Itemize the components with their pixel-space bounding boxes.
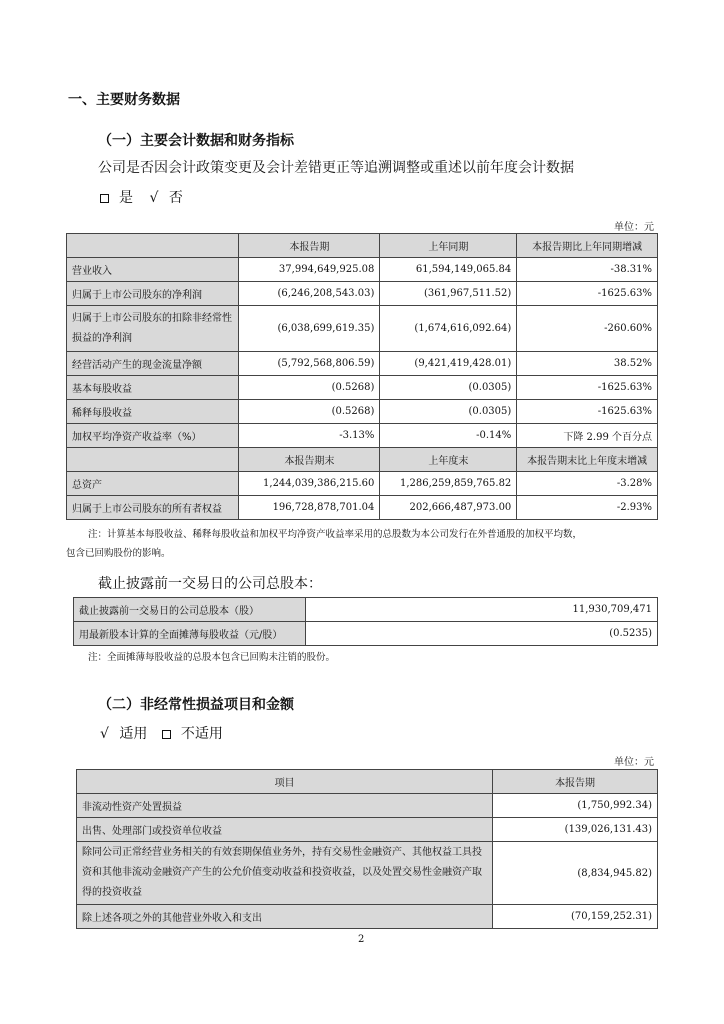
table-cell: (5,792,568,806.59) <box>239 352 380 376</box>
header-empty <box>67 234 239 258</box>
table-cell: -1625.63% <box>517 400 658 424</box>
table-cell: 下降 2.99 个百分点 <box>517 424 658 448</box>
row-label: 截止披露前一交易日的公司总股本（股） <box>74 598 306 622</box>
table-header: 本报告期 <box>493 770 658 794</box>
table-cell: -1625.63% <box>517 376 658 400</box>
table-row <box>77 794 658 818</box>
unit-label-2: 单位：元 <box>614 757 654 768</box>
table-row <box>67 282 658 306</box>
option-apply: 适用 <box>119 726 148 742</box>
option-yes: 是 <box>119 190 133 206</box>
table-cell: 1,244,039,386,215.60 <box>239 472 380 496</box>
table-row <box>77 818 658 842</box>
table-cell: (0.5268) <box>239 400 380 424</box>
option-not-apply: 不适用 <box>180 726 223 742</box>
table-cell: (6,246,208,543.03) <box>239 282 380 306</box>
table-header: 本报告期 <box>239 234 380 258</box>
section-title: 一、主要财务数据 <box>68 92 180 108</box>
table-cell: -260.60% <box>517 306 658 352</box>
page-number: 2 <box>358 934 365 945</box>
row-label: 归属于上市公司股东的净利润 <box>67 282 239 306</box>
table-cell: -0.14% <box>380 424 517 448</box>
table-header: 本报告期末 <box>239 448 380 472</box>
table-cell: -3.28% <box>517 472 658 496</box>
non-recurring-table <box>76 769 658 929</box>
table-note-line2: 包含已回购股份的影响。 <box>66 548 171 559</box>
table-cell: 1,286,259,859,765.82 <box>380 472 517 496</box>
row-label: 加权平均净资产收益率（%） <box>67 424 239 448</box>
table-header: 项目 <box>77 770 493 794</box>
table-cell: -1625.63% <box>517 282 658 306</box>
table-row <box>67 376 658 400</box>
table-cell: (0.5235) <box>305 622 657 646</box>
table-cell: -2.93% <box>517 496 658 520</box>
restatement-question: 公司是否因会计政策变更及会计差错更正等追溯调整或重述以前年度会计数据 <box>98 160 574 176</box>
check-mark-icon: √ <box>100 726 109 742</box>
row-label: 稀释每股收益 <box>67 400 239 424</box>
table-cell: (1,750,992.34) <box>493 794 658 818</box>
row-label: 总资产 <box>67 472 239 496</box>
table-row <box>67 258 658 282</box>
restatement-options <box>100 187 183 207</box>
option-no: 否 <box>168 190 183 206</box>
table-header: 本报告期比上年同期增减 <box>517 234 658 258</box>
row-label: 经营活动产生的现金流量净额 <box>67 352 239 376</box>
table-cell: (70,159,252.31) <box>493 905 658 929</box>
shares-table <box>73 597 658 646</box>
shares-note: 注：全面摊薄每股收益的总股本包含已回购未注销的股份。 <box>88 652 336 663</box>
table-cell: -38.31% <box>517 258 658 282</box>
row-label: 营业收入 <box>67 258 239 282</box>
subsection-title-1: （一）主要会计数据和财务指标 <box>98 133 294 149</box>
table-note-line1: 注：计算基本每股收益、稀释每股收益和加权平均净资产收益率采用的总股数为本公司发行在外普通股的加权平均数， <box>88 529 583 540</box>
table-cell: (139,026,131.43) <box>493 818 658 842</box>
table-row <box>74 622 658 646</box>
applicability-options <box>100 723 223 743</box>
table-header-row <box>67 448 658 472</box>
table-cell: (6,038,699,619.35) <box>239 306 380 352</box>
table-cell: (1,674,616,092.64) <box>380 306 517 352</box>
row-label: 非流动性资产处置损益 <box>77 794 493 818</box>
shares-title: 截止披露前一交易日的公司总股本： <box>98 576 322 592</box>
table-row <box>77 842 658 905</box>
checkbox-icon <box>162 730 171 739</box>
table-cell: 61,594,149,065.84 <box>380 258 517 282</box>
table-cell: (0.5268) <box>239 376 380 400</box>
check-mark-icon: √ <box>149 190 159 206</box>
row-label: 归属于上市公司股东的所有者权益 <box>67 496 239 520</box>
table-row <box>74 598 658 622</box>
row-label: 除上述各项之外的其他营业外收入和支出 <box>77 905 493 929</box>
table-cell: 196,728,878,701.04 <box>239 496 380 520</box>
table-cell: (8,834,945.82) <box>493 842 658 905</box>
table-cell: 11,930,709,471 <box>305 598 657 622</box>
table-row <box>67 496 658 520</box>
row-label: 用最新股本计算的全面摊薄每股收益（元/股） <box>74 622 306 646</box>
table-row <box>77 905 658 929</box>
table-header-row <box>67 234 658 258</box>
row-label: 除同公司正常经营业务相关的有效套期保值业务外，持有交易性金融资产、其他权益工具投资和其他非流动金融资产产生的公允价值变动收益和投资收益，以及处置交易性金融资产取得的投资收益 <box>77 842 493 905</box>
table-cell: 38.52% <box>517 352 658 376</box>
table-header: 上年同期 <box>380 234 517 258</box>
table-row <box>67 352 658 376</box>
table-cell: (361,967,511.52) <box>380 282 517 306</box>
table-row <box>67 306 658 352</box>
table-cell: 202,666,487,973.00 <box>380 496 517 520</box>
unit-label-1: 单位：元 <box>614 222 654 233</box>
row-label: 基本每股收益 <box>67 376 239 400</box>
table-header: 本报告期末比上年度末增减 <box>517 448 658 472</box>
table-header-row <box>77 770 658 794</box>
row-label: 归属于上市公司股东的扣除非经常性损益的净利润 <box>67 306 239 352</box>
table-row <box>67 400 658 424</box>
table-cell: 37,994,649,925.08 <box>239 258 380 282</box>
table-header: 上年度末 <box>380 448 517 472</box>
header-empty <box>67 448 239 472</box>
table-row <box>67 472 658 496</box>
row-label: 出售、处理部门或投资单位收益 <box>77 818 493 842</box>
table-cell: (0.0305) <box>380 400 517 424</box>
financial-data-table <box>66 233 658 520</box>
table-row <box>67 424 658 448</box>
subsection-title-2: （二）非经常性损益项目和金额 <box>98 697 294 713</box>
table-cell: (9,421,419,428.01) <box>380 352 517 376</box>
checkbox-icon <box>100 194 109 203</box>
table-cell: (0.0305) <box>380 376 517 400</box>
table-cell: -3.13% <box>239 424 380 448</box>
